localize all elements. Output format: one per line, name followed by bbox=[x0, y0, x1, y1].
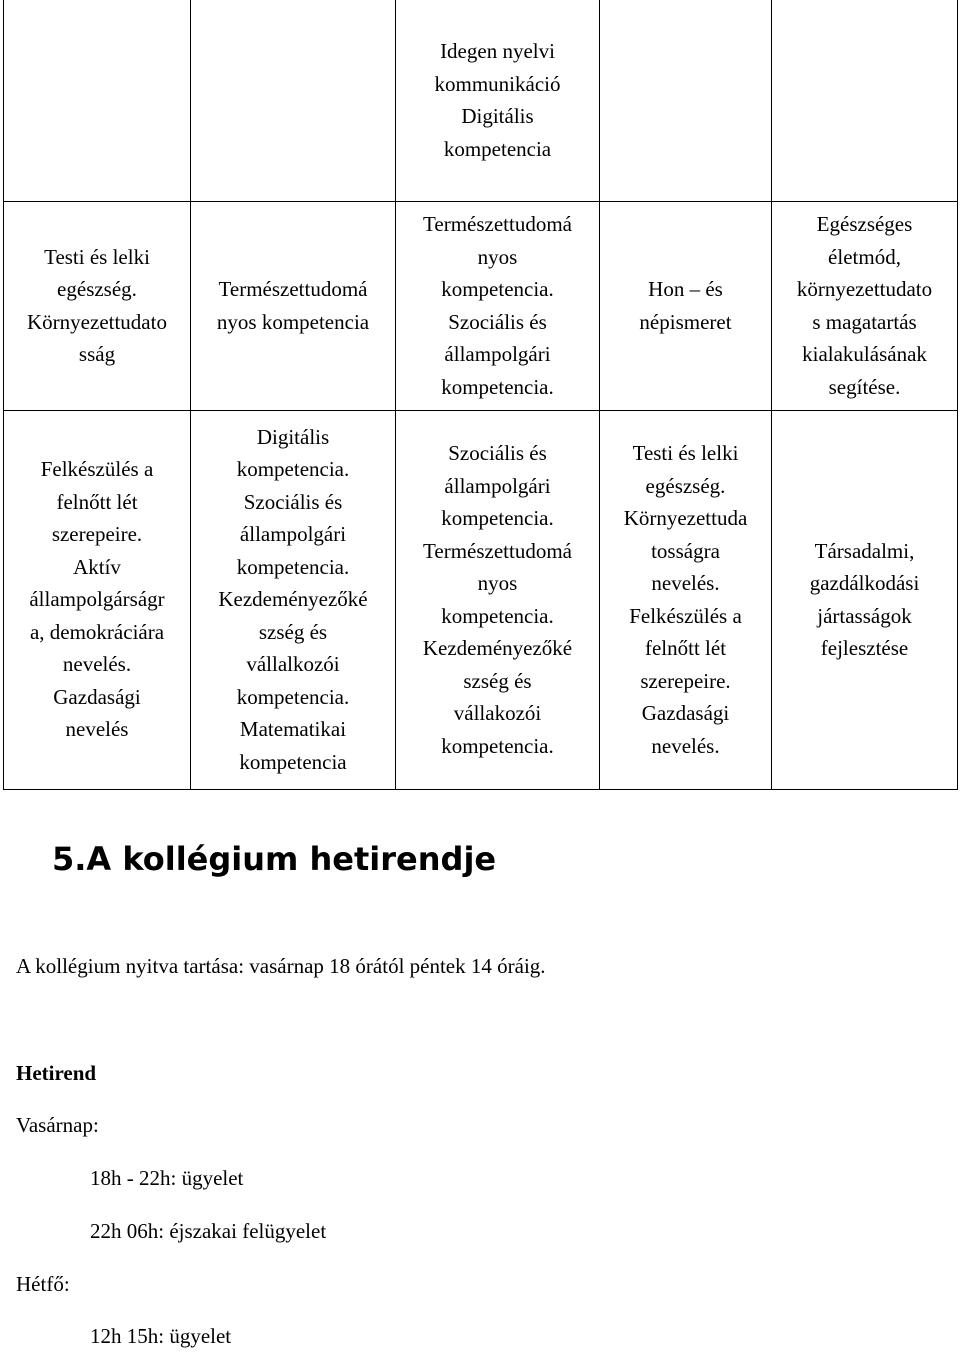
table-cell bbox=[772, 0, 958, 201]
table-cell bbox=[396, 410, 600, 789]
cell-text-line: életmód, bbox=[828, 244, 901, 269]
cell-text-line: Szociális és bbox=[243, 489, 343, 514]
cell-text-line: nevelés. bbox=[62, 652, 132, 677]
cell-text-line: Szociális és bbox=[448, 309, 547, 334]
table-cell bbox=[396, 201, 600, 410]
cell-text-line: segítése. bbox=[828, 374, 901, 399]
cell-text-line: kompetencia. bbox=[441, 603, 554, 628]
cell-text-line: Gazdasági bbox=[641, 701, 730, 725]
cell-text-line: Idegen nyelvi bbox=[440, 39, 555, 64]
cell-text-line: kompetencia bbox=[239, 749, 347, 774]
table-cell bbox=[772, 410, 958, 789]
cell-text-line: Kezdeményezőké bbox=[218, 587, 368, 612]
cell-text-line: Testi és lelki bbox=[44, 244, 150, 269]
cell-text-line: Szociális és bbox=[448, 441, 547, 465]
cell-text-line: kompetencia. bbox=[236, 457, 350, 482]
cell-text-line: Természettudomá bbox=[423, 538, 572, 563]
cell-text-line: környezettudato bbox=[796, 277, 933, 301]
table-row bbox=[4, 0, 958, 201]
cell-text-line: Hon – és bbox=[648, 277, 723, 301]
cell-text-line: szség és bbox=[463, 668, 532, 693]
cell-text-line: kompetencia. bbox=[441, 506, 554, 530]
cell-text-line: Környezettuda bbox=[623, 506, 748, 530]
table-cell bbox=[600, 0, 772, 201]
cell-text-line: gazdálkodási bbox=[809, 571, 920, 595]
cell-text-line: Testi és lelki bbox=[632, 441, 739, 465]
cell-text-line: állampolgári bbox=[239, 522, 347, 547]
table-cell bbox=[191, 201, 396, 410]
cell-text-line: Természettudomá bbox=[218, 277, 368, 301]
cell-text-line: fejlesztése bbox=[820, 636, 909, 660]
cell-text-line: vállalkozói bbox=[246, 652, 340, 677]
cell-text-line: Kezdeményezőké bbox=[422, 636, 573, 660]
cell-text-line: Gazdasági bbox=[53, 684, 141, 709]
cell-text-line: kompetencia. bbox=[236, 554, 350, 579]
schedule-entry: 12h 15h: ügyelet bbox=[90, 1324, 232, 1348]
cell-text-line: Digitális bbox=[461, 104, 534, 129]
table-cell bbox=[4, 410, 191, 789]
schedule-entry: 22h 06h: éjszakai felügyelet bbox=[90, 1219, 327, 1243]
cell-text-line: állampolgárságr bbox=[29, 587, 165, 612]
cell-text-line: egészség. bbox=[57, 277, 137, 301]
cell-text-line: szség és bbox=[258, 619, 328, 644]
cell-text-line: kompetencia. bbox=[236, 684, 350, 709]
day-label-monday: Hétfő: bbox=[16, 1272, 70, 1296]
cell-text-line: nyos kompetencia bbox=[216, 309, 370, 334]
cell-text-line: tosságra bbox=[651, 538, 720, 563]
table-row bbox=[4, 410, 958, 789]
cell-text-line: egészség. bbox=[645, 473, 726, 498]
table-cell bbox=[4, 201, 191, 410]
cell-text-line: a, demokráciára bbox=[29, 619, 165, 644]
table-cell bbox=[600, 201, 772, 410]
cell-text-line: kompetencia. bbox=[441, 733, 554, 758]
cell-text-line: felnőtt lét bbox=[644, 636, 727, 660]
cell-text-line: Felkészülés a bbox=[629, 603, 742, 628]
opening-hours-text: A kollégium nyitva tartása: vasárnap 18 órától péntek 14 óráig. bbox=[16, 954, 546, 978]
cell-text-line: kommunikáció bbox=[434, 71, 561, 96]
cell-text-line: nevelés. bbox=[651, 733, 720, 758]
cell-text-line: nevelés bbox=[65, 717, 129, 742]
table-cell bbox=[191, 0, 396, 201]
section-heading: 5.A kollégium hetirendje bbox=[52, 840, 497, 878]
cell-text-line: szerepeire. bbox=[51, 522, 143, 547]
cell-text-line: nevelés. bbox=[651, 571, 720, 595]
cell-text-line: szerepeire. bbox=[640, 668, 731, 693]
table-cell bbox=[600, 410, 772, 789]
day-label-sunday: Vasárnap: bbox=[16, 1113, 99, 1137]
cell-text-line: Felkészülés a bbox=[40, 457, 154, 482]
table-cell bbox=[772, 201, 958, 410]
table-cell bbox=[396, 0, 600, 201]
competency-table bbox=[3, 0, 958, 790]
cell-text-line: kialakulásának bbox=[802, 342, 927, 366]
cell-text-line: Környezettudato bbox=[27, 309, 167, 334]
cell-text-line: Digitális bbox=[256, 424, 330, 449]
cell-text-line: állampolgári bbox=[444, 473, 551, 498]
table-cell bbox=[4, 0, 191, 201]
table-row bbox=[4, 201, 958, 410]
schedule-entry: 18h - 22h: ügyelet bbox=[90, 1166, 244, 1190]
cell-text-line: s magatartás bbox=[812, 309, 917, 334]
schedule-title: Hetirend bbox=[16, 1061, 97, 1085]
cell-text-line: Társadalmi, bbox=[814, 538, 915, 563]
cell-text-line: sság bbox=[78, 342, 116, 366]
cell-text-line: Egészséges bbox=[816, 212, 913, 236]
cell-text-line: kompetencia bbox=[443, 136, 552, 161]
cell-text-line: vállakozói bbox=[453, 701, 542, 725]
cell-text-line: kompetencia. bbox=[441, 374, 554, 399]
cell-text-line: kompetencia. bbox=[441, 277, 554, 301]
cell-text-line: felnőtt lét bbox=[56, 489, 138, 514]
cell-text-line: Természettudomá bbox=[423, 212, 572, 236]
cell-text-line: nyos bbox=[477, 244, 518, 269]
cell-text-line: népismeret bbox=[639, 309, 732, 334]
table-cell bbox=[191, 410, 396, 789]
cell-text-line: Matematikai bbox=[239, 717, 347, 742]
cell-text-line: Aktív bbox=[73, 554, 121, 579]
cell-text-line: állampolgári bbox=[444, 342, 551, 366]
cell-text-line: jártasságok bbox=[817, 603, 912, 628]
cell-text-line: nyos bbox=[477, 571, 518, 595]
